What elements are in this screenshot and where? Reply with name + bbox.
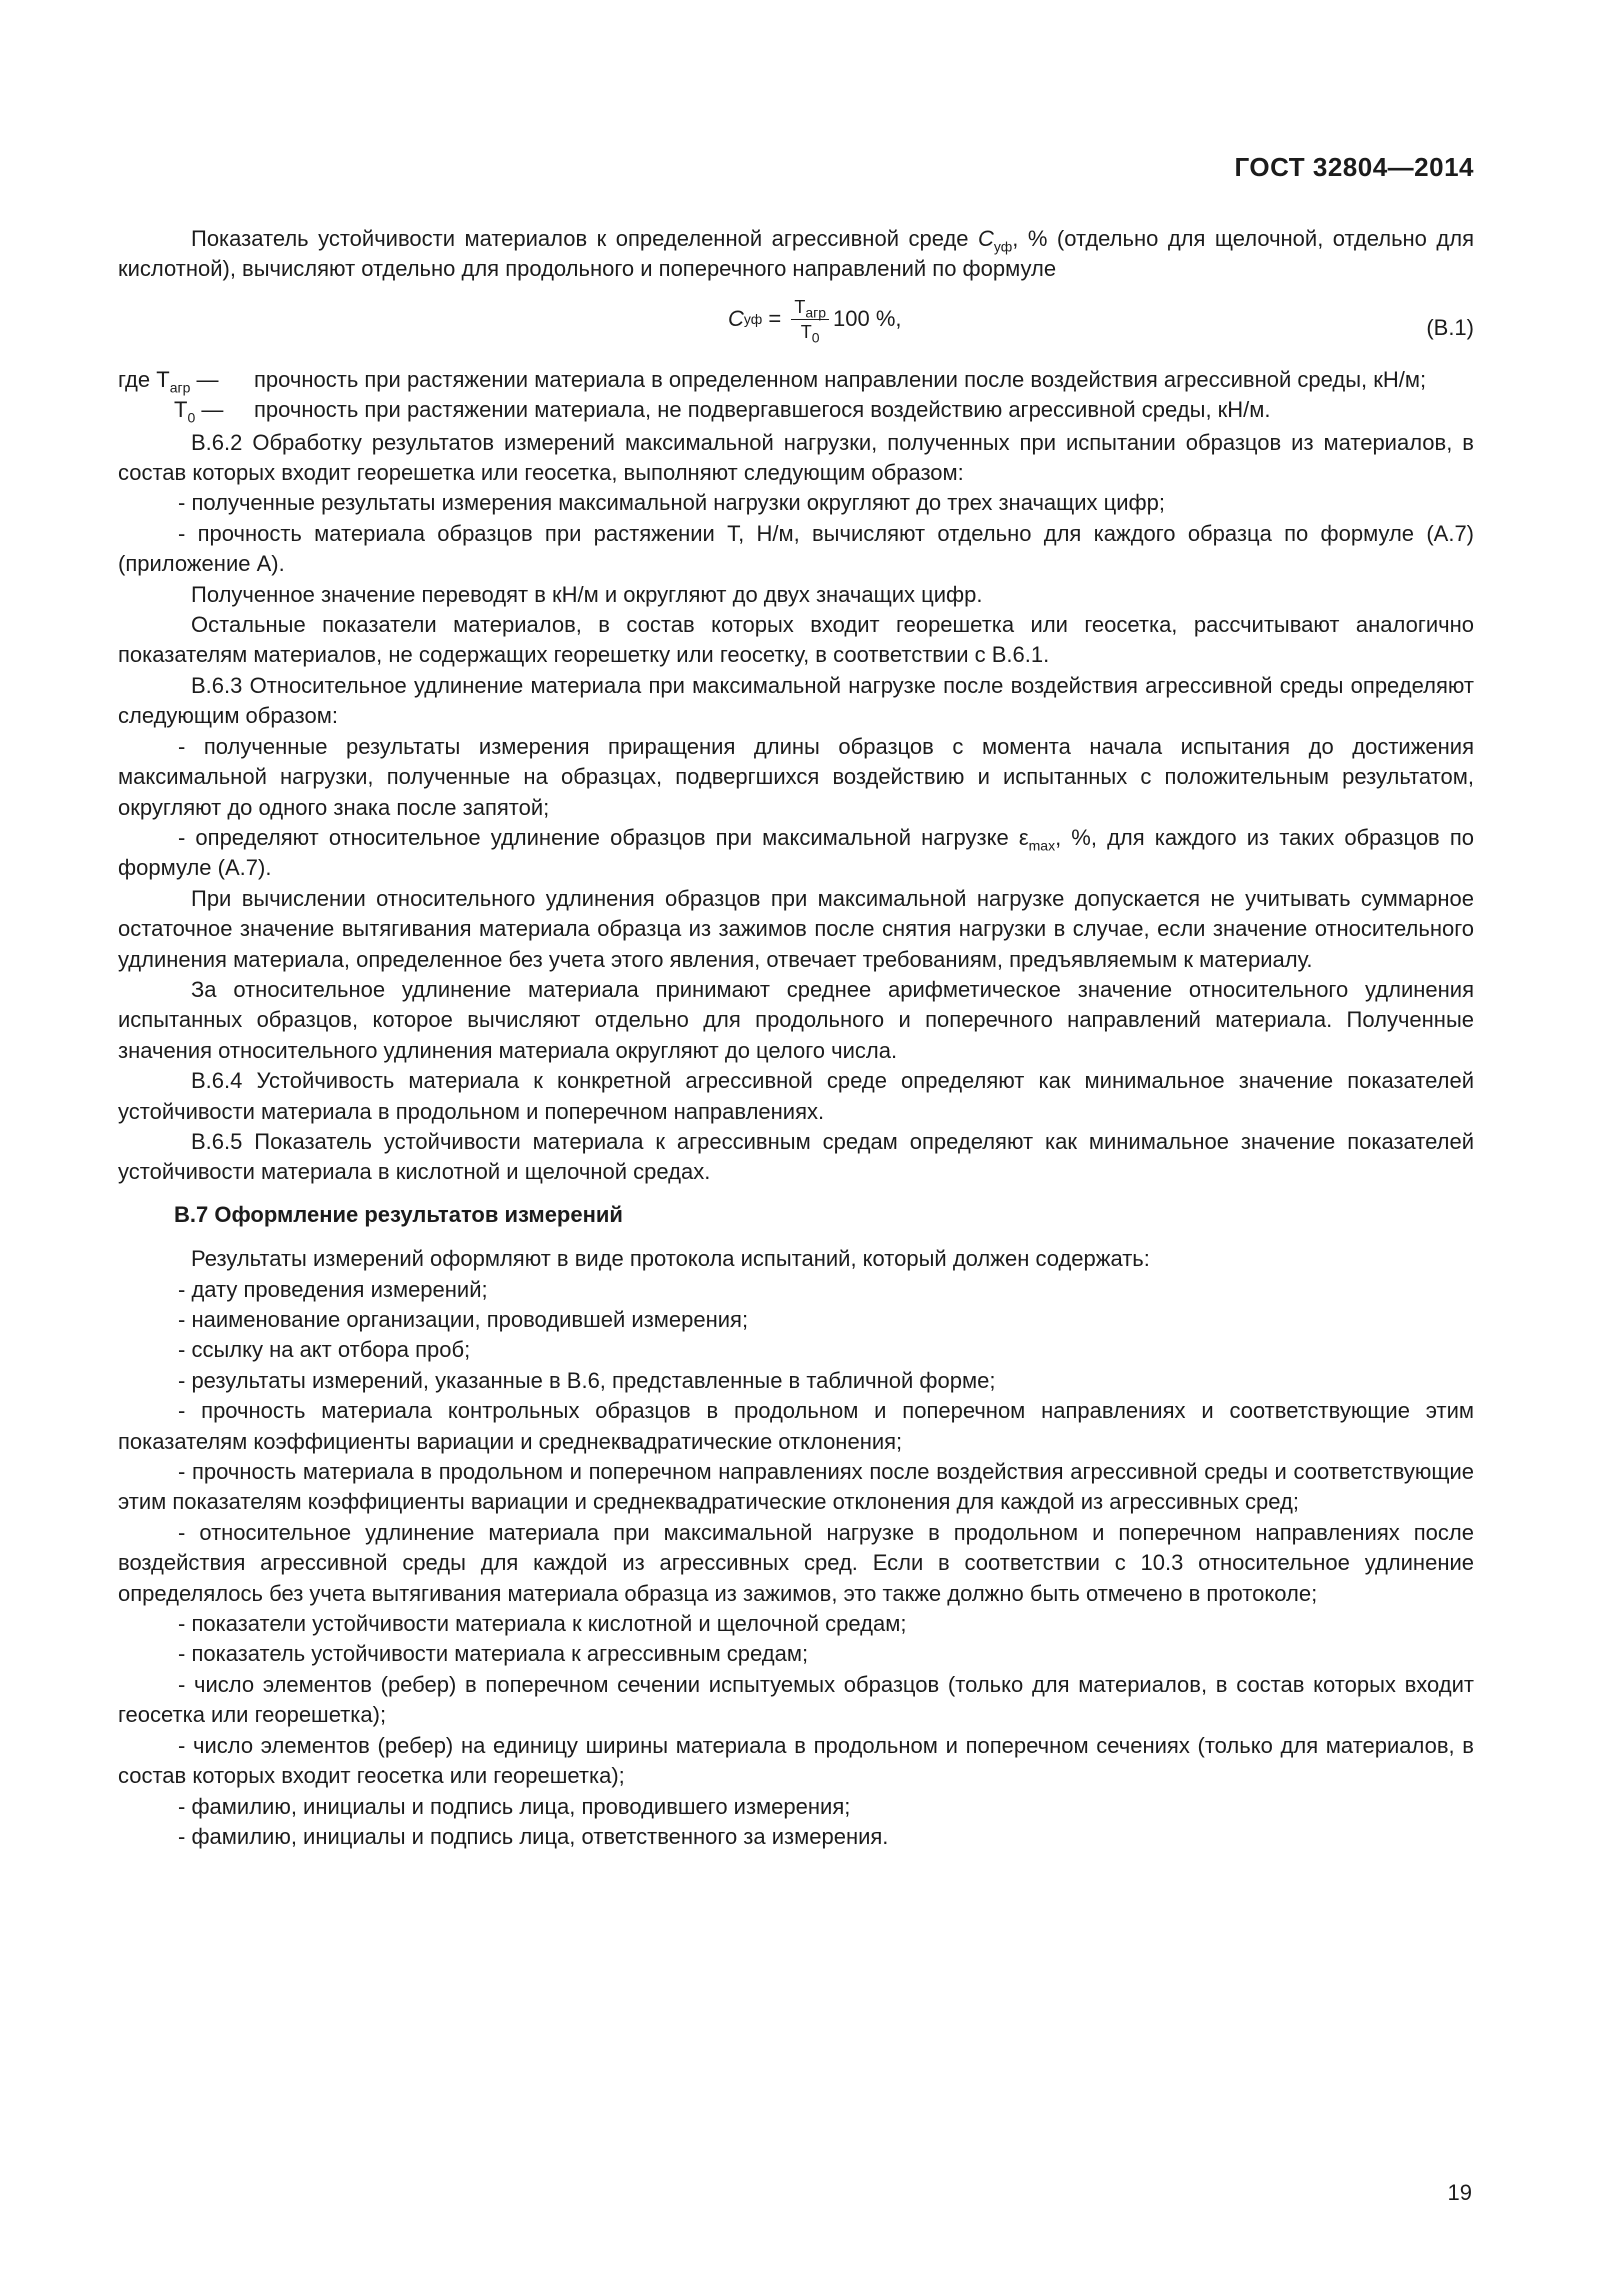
list-item: - полученные результаты измерения приращения длины образцов с момента начала испытания до достижения максимальной нагрузки, полученные на образцах, подвергшихся воздействию и испытанных с положительным результатом, округляют до одного знака после запятой; <box>118 733 1474 820</box>
paragraph: При вычислении относительного удлинения образцов при максимальной нагрузке допускается не учитывать суммарное остаточное значение вытягивания материала образца из зажимов после снятия нагрузки в случае, если значение относительного удлинения материала, определенное без учета этого явления, отвечает требованиям, предъявляемым к материалу. <box>118 885 1474 972</box>
list-item: - наименование организации, проводившей измерения; <box>178 1307 749 1332</box>
list-item: - относительное удлинение материала при максимальной нагрузке в продольном и поперечном направлениях после воздействия агрессивной среды для каждой из агрессивных сред. Если в соответствии с 10.3 относительное удлинение определялось без учета вытягивания материала образца из зажимов, это также должно быть отмечено в протоколе; <box>118 1519 1474 1606</box>
formula-b1: C уф = $\frac{T_{агр}}{T_0}$ 100 %, (В.1) <box>728 296 1474 346</box>
page-number: 19 <box>1447 2180 1472 2205</box>
list-item: - число элементов (ребер) в поперечном сечении испытуемых образцов (только для материалов, в состав которых входит геосетка или георешетка); <box>118 1671 1474 1728</box>
clause-b63: В.6.3 Относительное удлинение материала при максимальной нагрузке после воздействия агрессивной среды определяют следующим образом: <box>118 672 1474 729</box>
list-item: - дату проведения измерений; <box>178 1276 488 1302</box>
definition-item: $T_0$ — прочность при растяжении материала, не подвергавшегося воздействию агрессивной среды, кН/м. <box>174 397 1271 426</box>
definitions-list <box>118 365 1474 426</box>
intro-paragraph: Показатель устойчивости материалов к определенной агрессивной среде $C_{уф}$, % (отдельно для щелочной, отдельно для кислотной), вычисляют отдельно для продольного и поперечного направлений по формуле <box>118 226 1474 282</box>
list-item: - полученные результаты измерения максимальной нагрузки округляют до трех значащих цифр; <box>178 490 1165 516</box>
clause-b62: В.6.2 Обработку результатов измерений максимальной нагрузки, полученных при испытании образцов из материалов, в состав которых входит георешетка или геосетка, выполняют следующим образом: <box>118 429 1474 486</box>
formula-fraction: $\frac{T_{агр}}{T_0}$ <box>791 295 829 344</box>
list-item: - показатель устойчивости материала к агрессивным средам; <box>178 1641 809 1667</box>
document-body <box>118 224 1474 1852</box>
clause-b65: В.6.5 Показатель устойчивости материала к агрессивным средам определяют как минимальное значение показателей устойчивости материала в кислотной и щелочной средах. <box>118 1128 1474 1185</box>
list-item: - прочность материала в продольном и поперечном направлениях после воздействия агрессивной среды и соответствующие этим показателям коэффициенты вариации и среднеквадратические отклонения для каждой из агрессивных сред; <box>118 1459 1474 1515</box>
list-item: - число элементов (ребер) на единицу ширины материала в продольном и поперечном сечениях (только для материалов, в состав которых входит геосетка или георешетка); <box>118 1732 1474 1789</box>
list-item: - фамилию, инициалы и подпись лица, проводившего измерения; <box>178 1793 851 1819</box>
document-header: ГОСТ 32804—2014 <box>1234 152 1474 182</box>
list-item: - определяют относительное удлинение образцов при максимальной нагрузке $\varepsilon_{max}$, %, для каждого из таких образцов по формуле (А.7). <box>118 824 1474 881</box>
definition-item: где $T_{агр}$ — прочность при растяжении материала в определенном направлении после воздействия агрессивной среды, кН/м; <box>118 366 1427 396</box>
section-title-b7: В.7 Оформление результатов измерений <box>174 1201 623 1227</box>
list-item: - ссылку на акт отбора проб; <box>178 1337 471 1363</box>
formula-number: (В.1) <box>1426 314 1474 340</box>
clause-b64: В.6.4 Устойчивость материала к конкретной агрессивной среде определяют как минимальное значение показателей устойчивости материала в продольном и поперечном направлениях. <box>118 1068 1474 1124</box>
list-item: - фамилию, инициалы и подпись лица, ответственного за измерения. <box>178 1823 889 1849</box>
list-item: - показатели устойчивости материала к кислотной и щелочной средам; <box>178 1611 907 1637</box>
paragraph: Полученное значение переводят в кН/м и округляют до двух значащих цифр. <box>191 581 983 607</box>
list-item: - результаты измерений, указанные в В.6, представленные в табличной форме; <box>178 1367 996 1393</box>
paragraph: Остальные показатели материалов, в состав которых входит георешетка или геосетка, рассчитывают аналогично показателям материалов, не содержащих георешетку или геосетку, в соответствии с В.6.1. <box>118 612 1474 668</box>
paragraph: Результаты измерений оформляют в виде протокола испытаний, который должен содержать: <box>191 1246 1150 1272</box>
list-item: - прочность материала контрольных образцов в продольном и поперечном направлениях и соответствующие этим показателям коэффициенты вариации и среднеквадратические отклонения; <box>118 1398 1474 1454</box>
list-item: - прочность материала образцов при растяжении T, Н/м, вычисляют отдельно для каждого образца по формуле (А.7) (приложение А). <box>118 520 1474 577</box>
paragraph: За относительное удлинение материала принимают среднее арифметическое значение относительного удлинения испытанных образцов, которое вычисляют отдельно для продольного и поперечного направлений материала. Полученные значения относительного удлинения материала округляют до целого числа. <box>118 976 1474 1063</box>
